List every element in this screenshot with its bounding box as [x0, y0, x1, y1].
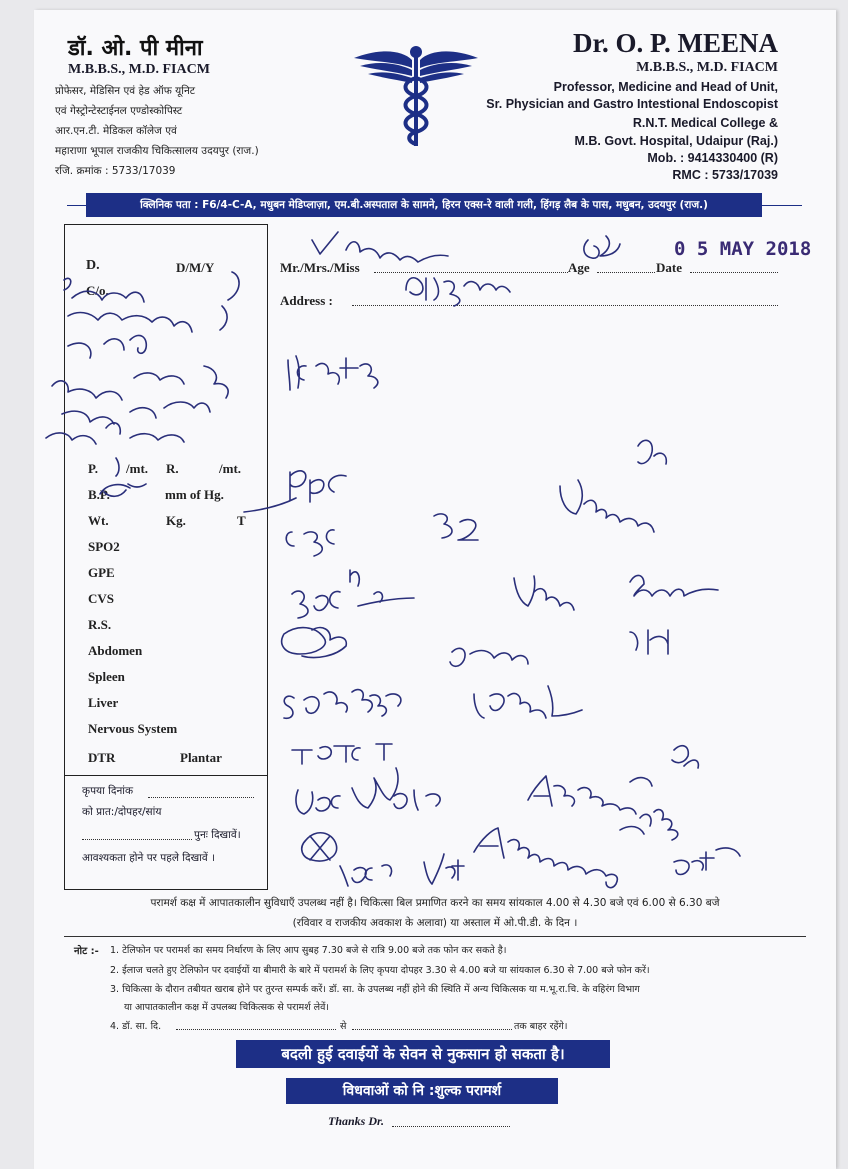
exam-item: R.S. — [88, 617, 112, 632]
exam-item: Liver — [88, 695, 119, 710]
note-item: 3. चिकित्सा के दौरान तबीयत खराब होने पर तुरन्त सम्पर्क करें। डॉ. सा. के उपलब्ध नहीं होने की स्थिति में अन्य चिकित्सक या म.भू.रा.चि. के वहिरंग विभाग — [110, 984, 640, 995]
pulse-label: P. — [88, 461, 98, 476]
english-header-line: Mob. : 9414330400 (R) — [647, 151, 778, 165]
away-from-date-field[interactable] — [176, 1029, 336, 1030]
note-item: 1. टेलिफोन पर परामर्श का समय निर्धारण के लिए आप सुबह 7.30 बजे से रात्रि 9.00 बजे तक फोन कर सकते है। — [110, 945, 507, 956]
dtr-label: DTR — [88, 750, 116, 765]
hindi-header-line: प्रोफेसर, मेडिसिन एवं हेड ऑफ यूनिट — [55, 85, 196, 97]
doctor-name-hindi: डॉ. ओ. पी मीना — [68, 36, 203, 61]
english-header-line: RMC : 5733/17039 — [672, 168, 778, 182]
emergency-note-line1: परामर्श कक्ष में आपातकालीन सुविधाएँ उपलब्ध नहीं है। चिकित्सा बिल प्रमाणित करने का समय सांयकाल 4.00 से 4.30 बजे एवं 6.00 से 6.30 बजे — [150, 897, 720, 909]
free-consult-banner: विधवाओं को नि :शुल्क परामर्श — [286, 1078, 558, 1104]
d-label: D. — [86, 258, 100, 273]
temp-label: T — [237, 513, 246, 528]
plantar-label: Plantar — [180, 750, 222, 765]
bp-label: B.P. — [88, 487, 110, 502]
exam-item: SPO2 — [88, 539, 120, 554]
away-to-date-field[interactable] — [352, 1029, 512, 1030]
resp-unit: /mt. — [219, 461, 242, 476]
kg-label: Kg. — [166, 513, 186, 528]
resp-label: R. — [166, 461, 179, 476]
followup-revisit-label: पुनः दिखावें। — [194, 829, 241, 841]
english-header-line: Sr. Physician and Gastro Intestional Endoscopist — [486, 97, 778, 111]
date-label: Date — [656, 260, 682, 275]
warning-banner: बदली हुई दवाईयों के सेवन से नुकसान हो सकता है। — [236, 1040, 610, 1068]
clinic-address-banner: क्लिनिक पता : F6/4-C-A, मधुबन मेडिप्लाज़ा, एम.बी.अस्पताल के सामने, हिरन एक्स-रे वाली गली, हिंगड़ लैब के पास, मधुबन, उदयपुर (राज.) — [86, 193, 762, 217]
note-item4-mid: से — [340, 1021, 347, 1032]
doctor-name-english: Dr. O. P. MEENA — [572, 28, 778, 58]
patient-name-label: Mr./Mrs./Miss — [280, 260, 360, 275]
note-item4-prefix: 4. डॉ. सा. दि. — [110, 1021, 162, 1032]
address-label: Address : — [280, 293, 333, 308]
english-header-line: Professor, Medicine and Head of Unit, — [553, 80, 778, 94]
exam-item: Spleen — [88, 669, 125, 684]
exam-item: Abdomen — [88, 643, 143, 658]
exam-item: GPE — [88, 565, 115, 580]
note-item: या आपातकालीन कक्ष में उपलब्ध चिकित्सक से परामर्श लेवें। — [124, 1002, 330, 1013]
pulse-unit: /mt. — [126, 461, 149, 476]
prescription-sheet — [34, 10, 836, 1169]
followup-time-label: को प्रात:/दोपहर/सांय — [82, 806, 162, 818]
hindi-header-line: एवं गेस्ट्रोन्टेस्टाईनल एण्डोस्कोपिस्ट — [55, 105, 183, 117]
note-item: 2. ईलाज चलते हुए टेलिफोन पर दवाईयों या बीमारी के बारे में परामर्श के लिए कृपया दोपहर 3.30 से 4.00 बजे या सांयकाल 6.30 से 7.00 बजे फोन करें। — [110, 965, 650, 976]
doctor-degrees: M.B.B.S., M.D. FIACM — [636, 60, 778, 75]
note-prefix: नोट :- — [74, 946, 99, 957]
exam-item: Nervous System — [88, 721, 178, 736]
bp-unit: mm of Hg. — [165, 487, 224, 502]
english-header-line: R.N.T. Medical College & — [632, 116, 778, 130]
doctor-degrees-hindi-side: M.B.B.S., M.D. FIACM — [68, 62, 210, 77]
thanks-doctor-field[interactable] — [392, 1126, 510, 1127]
co-label: C/o. — [86, 283, 109, 298]
english-header-line: M.B. Govt. Hospital, Udaipur (Raj.) — [574, 134, 778, 148]
dmy-label: D/M/Y — [176, 260, 215, 275]
handwritten-notes — [34, 10, 836, 1169]
hindi-header-line: आर.एन.टी. मेडिकल कॉलेज एवं — [55, 125, 177, 137]
hindi-header-line: महाराणा भूपाल राजकीय चिकित्सालय उदयपुर (राज.) — [55, 145, 259, 157]
followup-date-label: कृपया दिनांक — [82, 785, 134, 797]
note-item4-suffix: तक बाहर रहेंगे। — [514, 1021, 568, 1032]
followup-note: आवश्यकता होने पर पहले दिखावें । — [82, 852, 216, 864]
divider — [64, 936, 806, 937]
hindi-header-line: रजि. क्रमांक : 5733/17039 — [55, 165, 176, 177]
date-stamp: 0 5 MAY 2018 — [674, 238, 812, 260]
weight-label: Wt. — [88, 513, 109, 528]
exam-item: CVS — [88, 591, 115, 606]
age-label: Age — [568, 260, 590, 275]
emergency-note-line2: (रविवार व राजकीय अवकाश के अलावा) या अस्ताल में ओ.पी.डी. के दिन । — [292, 917, 578, 929]
thanks-label: Thanks Dr. — [328, 1114, 385, 1128]
